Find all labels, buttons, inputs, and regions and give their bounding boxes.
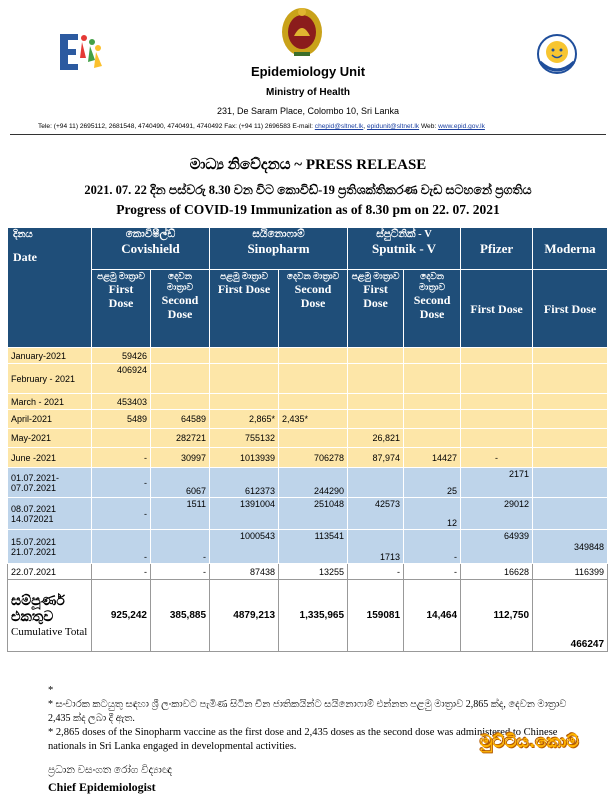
cell-moderna xyxy=(533,394,608,410)
cell-pfizer: - xyxy=(461,448,533,468)
signature-title-english: Chief Epidemiologist xyxy=(48,780,156,794)
vaccine-name-en: Sputnik - V xyxy=(372,241,437,256)
total-covishield-first: 925,242 xyxy=(92,580,151,652)
cell-sinopharm-second xyxy=(279,348,348,364)
vaccine-name-si: ස්පුට්නික් - V xyxy=(376,229,432,240)
cell-covishield-first: - xyxy=(92,530,151,564)
total-sinopharm-second: 1,335,965 xyxy=(279,580,348,652)
pfizer-header xyxy=(461,228,533,270)
row-date: June -2021 xyxy=(8,448,92,468)
cell-sinopharm-second: 244290 xyxy=(279,468,348,498)
table-row xyxy=(8,348,608,364)
covishield-header xyxy=(92,228,210,270)
cell-sinopharm-first xyxy=(210,348,279,364)
dose-label-si: දෙවන මාත්‍රාව xyxy=(166,271,194,292)
cell-sputnik-second xyxy=(404,410,461,429)
table-row xyxy=(8,364,608,394)
cell-covishield-second: 64589 xyxy=(151,410,210,429)
table-row xyxy=(8,410,608,429)
cell-sinopharm-first: 87438 xyxy=(210,564,279,580)
cell-sputnik-second xyxy=(404,429,461,448)
cell-pfizer: 2171 xyxy=(461,468,533,498)
cell-sinopharm-second: 706278 xyxy=(279,448,348,468)
dose-second-header xyxy=(279,270,348,348)
sputnik-header xyxy=(348,228,461,270)
footnote-english: * 2,865 doses of the Sinopharm vaccine as the first dose and 2,435 doses as the second dose was administered to Chinese nationals in Sri Lanka engaged in developmental activities. xyxy=(48,727,558,752)
unit-title: Epidemiology Unit xyxy=(250,64,366,79)
header-divider xyxy=(10,134,606,135)
sinopharm-header xyxy=(210,228,348,270)
cell-pfizer: 64939 xyxy=(461,530,533,564)
cell-covishield-second xyxy=(151,394,210,410)
dose-second-header xyxy=(151,270,210,348)
dose-label-si: පළමු මාත්‍රාව xyxy=(220,271,268,281)
cell-sputnik-first: - xyxy=(348,564,404,580)
total-label-en: Cumulative Total xyxy=(11,625,88,638)
cell-sputnik-second xyxy=(404,394,461,410)
cell-sputnik-second: 14427 xyxy=(404,448,461,468)
cell-sinopharm-first xyxy=(210,364,279,394)
cell-sinopharm-second xyxy=(279,429,348,448)
cell-covishield-second: - xyxy=(151,530,210,564)
table-row xyxy=(8,498,608,530)
moderna-header xyxy=(533,228,608,270)
cell-covishield-second: 30997 xyxy=(151,448,210,468)
dose-label-en: Second Dose xyxy=(413,293,451,321)
cell-sinopharm-second: 13255 xyxy=(279,564,348,580)
cell-moderna xyxy=(533,410,608,429)
cell-sputnik-first xyxy=(348,394,404,410)
total-row xyxy=(8,580,608,652)
row-date: May-2021 xyxy=(8,429,92,448)
cell-pfizer xyxy=(461,394,533,410)
row-date: March - 2021 xyxy=(8,394,92,410)
vaccine-name-en: Moderna xyxy=(544,240,596,256)
cell-covishield-first: 5489 xyxy=(92,410,151,429)
cell-moderna xyxy=(533,448,608,468)
row-date: 15.07.2021 21.07.2021 xyxy=(8,530,92,564)
dose-label-en: First Dose xyxy=(470,301,523,316)
cell-pfizer xyxy=(461,429,533,448)
cell-moderna xyxy=(533,364,608,394)
cell-sputnik-first xyxy=(348,468,404,498)
cell-covishield-second xyxy=(151,364,210,394)
cell-sinopharm-second xyxy=(279,364,348,394)
dose-label-en: Second Dose xyxy=(161,293,199,321)
cell-sputnik-second: - xyxy=(404,530,461,564)
vaccine-name-si: කොවිෂීල්ඩ් xyxy=(125,229,176,240)
cell-sinopharm-first: 1000543 xyxy=(210,530,279,564)
vaccine-name-en: Pfizer xyxy=(479,240,514,256)
dose-first-header xyxy=(210,270,279,348)
cell-covishield-first: 453403 xyxy=(92,394,151,410)
cell-sinopharm-second: 2,435* xyxy=(279,410,348,429)
cell-moderna xyxy=(533,498,608,530)
cell-sputnik-second: - xyxy=(404,564,461,580)
cell-sputnik-first xyxy=(348,410,404,429)
cell-moderna xyxy=(533,348,608,364)
sri-lanka-emblem xyxy=(280,6,324,60)
signature-title-sinhala: ප්‍රධාන වසංගත රෝග විද්‍යාඥ xyxy=(48,765,173,776)
dose-label-si: පළමු මාත්‍රාව xyxy=(97,271,145,281)
pfizer-dose-header xyxy=(461,270,533,348)
cell-sputnik-first: 26,821 xyxy=(348,429,404,448)
cell-covishield-second xyxy=(151,348,210,364)
vaccine-name-en: Covishield xyxy=(121,241,180,256)
total-sputnik-second: 14,464 xyxy=(404,580,461,652)
table-row xyxy=(8,394,608,410)
total-label xyxy=(8,580,92,652)
dose-label-en: First Dose xyxy=(363,282,388,310)
cell-sputnik-first xyxy=(348,348,404,364)
web-label: Web: xyxy=(420,123,437,130)
cell-moderna xyxy=(533,429,608,448)
moderna-dose-header xyxy=(533,270,608,348)
cell-sputnik-second xyxy=(404,364,461,394)
cell-pfizer xyxy=(461,410,533,429)
cell-sinopharm-first: 1391004 xyxy=(210,498,279,530)
email-link-1[interactable]: chepid@sltnet.lk xyxy=(314,123,364,130)
footnote-star: * xyxy=(48,685,54,696)
row-date: January-2021 xyxy=(8,348,92,364)
cell-covishield-first: - xyxy=(92,448,151,468)
address: 231, De Saram Place, Colombo 10, Sri Lanka xyxy=(216,106,400,116)
table-row xyxy=(8,468,608,498)
cell-sputnik-second: 25 xyxy=(404,468,461,498)
cell-sinopharm-first: 755132 xyxy=(210,429,279,448)
cell-pfizer xyxy=(461,364,533,394)
cell-covishield-second: 1511 xyxy=(151,498,210,530)
cell-sputnik-first: 42573 xyxy=(348,498,404,530)
dose-label-si: දෙවන මාත්‍රාව xyxy=(286,271,340,281)
cell-moderna xyxy=(533,468,608,498)
cell-sputnik-first: 1713 xyxy=(348,530,404,564)
total-sinopharm-first: 4879,213 xyxy=(210,580,279,652)
row-date: 08.07.2021 14.072021 xyxy=(8,498,92,530)
date-header xyxy=(8,228,92,348)
date-header-si: දිනය xyxy=(13,229,33,240)
table-row xyxy=(8,448,608,468)
table-row xyxy=(8,564,608,580)
cell-covishield-second: 282721 xyxy=(151,429,210,448)
cell-covishield-first: - xyxy=(92,564,151,580)
cell-sputnik-second: 12 xyxy=(404,498,461,530)
dose-first-header xyxy=(348,270,404,348)
date-header-en: Date xyxy=(13,250,37,264)
cell-sinopharm-first xyxy=(210,394,279,410)
progress-heading-sinhala: 2021. 07. 22 දින පස්වරු 8.30 වන විට කොවිඩ්-19 ප්‍රතිශක්තිකරණ වැඩ සටහනේ ප්‍රගතිය xyxy=(84,183,532,197)
vaccine-name-en: Sinopharm xyxy=(247,241,310,256)
total-sputnik-first: 159081 xyxy=(348,580,404,652)
cell-pfizer xyxy=(461,348,533,364)
total-covishield-second: 385,885 xyxy=(151,580,210,652)
contact-phone-fax: Tele: (+94 11) 2695112, 2681548, 4740490, 4740491, 4740492 Fax: (+94 11) 2696583 E-mail: xyxy=(38,123,313,130)
dose-label-si: දෙවන මාත්‍රාව xyxy=(418,271,446,292)
ministry-name: Ministry of Health xyxy=(266,87,350,98)
cell-sinopharm-first: 2,865* xyxy=(210,410,279,429)
vaccine-name-si: සයිනොෆාම් xyxy=(252,229,305,240)
cell-sinopharm-first: 1013939 xyxy=(210,448,279,468)
row-date: February - 2021 xyxy=(8,364,92,394)
cell-covishield-first: 59426 xyxy=(92,348,151,364)
press-release-title: මාධ්‍ය නිවේදනය ~ PRESS RELEASE xyxy=(189,157,427,173)
dose-second-header xyxy=(404,270,461,348)
cell-covishield-first: - xyxy=(92,468,151,498)
email-link-2[interactable]: epidunit@sltnet.lk xyxy=(366,123,420,130)
table-row xyxy=(8,429,608,448)
cell-sinopharm-second: 251048 xyxy=(279,498,348,530)
row-date: April-2021 xyxy=(8,410,92,429)
cell-covishield-second: 6067 xyxy=(151,468,210,498)
cell-sputnik-first: 87,974 xyxy=(348,448,404,468)
progress-heading-english: Progress of COVID-19 Immunization as of 8.30 pm on 22. 07. 2021 xyxy=(116,202,500,217)
watermark: මුට්ටිය.කොම් xyxy=(480,732,579,752)
dose-first-header xyxy=(92,270,151,348)
row-date: 01.07.2021-07.07.2021 xyxy=(8,468,92,498)
dose-label-si: පළමු මාත්‍රාව xyxy=(351,271,400,281)
cell-sputnik-second xyxy=(404,348,461,364)
table-row xyxy=(8,530,608,564)
cell-covishield-first xyxy=(92,429,151,448)
cell-sinopharm-first: 612373 xyxy=(210,468,279,498)
dose-label-en: First Dose xyxy=(108,282,134,310)
footnote-sinhala: * සංචාරක කටයුතු සඳහා ශ්‍රී ලංකාවට පැමිණ සිටින චීන ජාතිකයින්ට සයිනොෆාම් එන්නත පළමු මාත්‍රාව 2,865 ක්ද, දෙවන මාත්‍රාව 2,435 ක්ද ලබා දී ඇත. xyxy=(48,699,567,724)
cell-covishield-first: - xyxy=(92,498,151,530)
cell-sputnik-first xyxy=(348,364,404,394)
dose-label-en: Second Dose xyxy=(294,282,332,310)
cell-covishield-first: 406924 xyxy=(92,364,151,394)
cell-covishield-second: - xyxy=(151,564,210,580)
cell-pfizer: 16628 xyxy=(461,564,533,580)
dose-label-en: First Dose xyxy=(543,301,597,316)
contact-line: Tele: (+94 11) 2695112, 2681548, 4740490, 4740491, 4740492 Fax: (+94 11) 2696583 E-mail: chepid@sltnet.lk, epidunit@sltnet.lk Web: www.epid.gov.lk xyxy=(38,123,485,130)
total-pfizer: 112,750 xyxy=(461,580,533,652)
immunization-table xyxy=(7,227,608,652)
cell-sinopharm-second: 113541 xyxy=(279,530,348,564)
dose-label-en: First Dose xyxy=(217,282,271,296)
cell-sinopharm-second xyxy=(279,394,348,410)
web-link[interactable]: www.epid.gov.lk xyxy=(438,123,485,130)
row-date: 22.07.2021 xyxy=(8,564,92,580)
total-label-si: සම්පූර්ණ එකතුව xyxy=(11,593,65,625)
cell-moderna: 116399 xyxy=(533,564,608,580)
cell-moderna: 349848 xyxy=(533,530,608,564)
total-moderna: 466247 xyxy=(533,580,608,652)
cell-pfizer: 29012 xyxy=(461,498,533,530)
